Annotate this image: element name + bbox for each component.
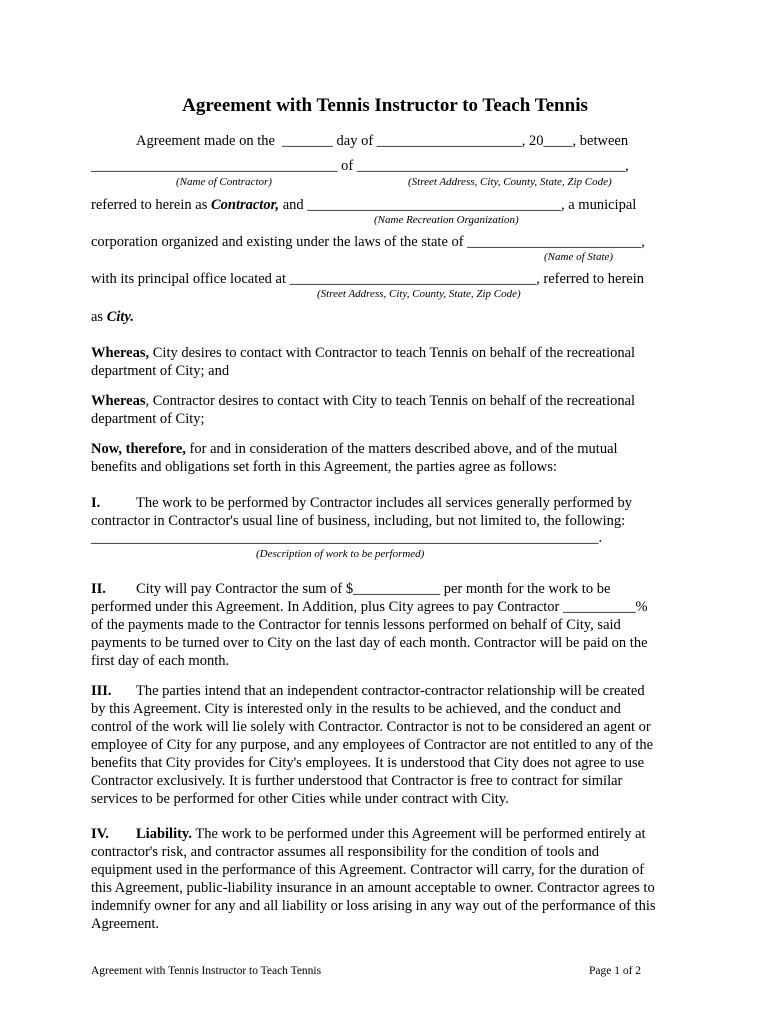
section-3-numeral: III. (91, 683, 112, 699)
section-4-numeral: IV. (91, 826, 109, 842)
section-3-line-1: The parties intend that an independent contractor-contractor relationship will be created (136, 683, 645, 699)
section-3-line-7: services to be performed for other Cities while under contract with City. (91, 791, 509, 807)
intro-line-6-pre: as (91, 309, 107, 325)
section-4-line-4: this Agreement, public-liability insurance in an amount acceptable to owner. Contractor agrees to (91, 880, 655, 896)
section-2-number (91, 580, 106, 598)
section-2-line-5: first day of each month. (91, 653, 230, 669)
section-1-line-1: The work to be performed by Contractor includes all services generally performed by (136, 495, 633, 511)
section-2-line-2: performed under this Agreement. In Addition, plus City agrees to pay Contractor __________% (91, 599, 648, 615)
section-3-line-6: Contractor exclusively. It is further understood that Contractor is free to contract for similar (91, 773, 623, 789)
now-therefore-text-1: for and in consideration of the matters described above, and of the mutual (185, 441, 618, 457)
intro-line-3 (91, 196, 636, 214)
whereas-2-label: Whereas (91, 393, 146, 409)
liability-label: Liability. (136, 826, 193, 842)
section-4-number (91, 825, 109, 843)
footer-title: Agreement with Tennis Instructor to Teach Tennis (91, 965, 322, 977)
section-4-line-2: contractor's risk, and contractor assumes all responsibility for the condition of tools and (91, 844, 599, 860)
whereas-1-label: Whereas, (91, 345, 150, 361)
section-2-line-1: City will pay Contractor the sum of $____________ per month for the work to be (136, 581, 611, 597)
document-title: Agreement with Tennis Instructor to Teach Tennis (182, 95, 588, 116)
whereas-1-line-2: department of City; and (91, 363, 230, 379)
now-therefore-label: Now, therefore, (91, 441, 186, 457)
section-4-line-6: Agreement. (91, 916, 160, 932)
footer-page-number: Page 1 of 2 (589, 965, 642, 977)
section-3-line-2: by this Agreement. City is interested only in the results to be achieved, and the conduct and (91, 701, 621, 717)
intro-line-5: with its principal office located at __________________________________, referred to herein (91, 271, 645, 287)
section-1-numeral: I. (91, 495, 101, 511)
intro-line-4: corporation organized and existing under the laws of the state of ________________________, (91, 234, 645, 250)
caption-street-address-1: (Street Address, City, County, State, Zip Code) (408, 176, 612, 188)
section-4-line-5: indemnify owner for any and all liability or loss arising in any way out of the performance of this (91, 898, 656, 914)
intro-line-3-post: and ___________________________________, a municipal (279, 197, 637, 213)
section-3-line-4: employee of City for any purpose, and any employees of Contractor are not entitled to any of the (91, 737, 654, 753)
intro-line-2: __________________________________ of _____________________________________, (91, 158, 629, 174)
section-4-line-3: equipment used in the performance of this Agreement. Contractor will carry, for the duration of (91, 862, 645, 878)
contractor-term: Contractor, (210, 197, 280, 213)
now-therefore-line-1 (91, 440, 618, 458)
section-1-number (91, 494, 100, 512)
section-1-line-2: contractor in Contractor's usual line of business, including, but not limited to, the following: (91, 513, 626, 529)
caption-recreation-organization: (Name Recreation Organization) (374, 214, 519, 226)
section-4-text-1: The work to be performed under this Agreement will be performed entirely at (192, 826, 646, 842)
intro-line-3-pre: referred to herein as (91, 197, 211, 213)
caption-street-address-2: (Street Address, City, County, State, Zip Code) (317, 288, 521, 300)
city-term: City. (106, 309, 134, 325)
section-4-line-1 (136, 825, 646, 843)
section-3-number (91, 682, 112, 700)
caption-name-of-contractor: (Name of Contractor) (176, 176, 272, 188)
whereas-1-line-1 (91, 344, 635, 362)
now-therefore-line-2: benefits and obligations set forth in this Agreement, the parties agree as follows: (91, 459, 557, 475)
section-3-line-3: control of the work will lie solely with Contractor. Contractor is not to be considered an agent or (91, 719, 651, 735)
whereas-2-line-1 (91, 392, 635, 410)
caption-description-of-work: (Description of work to be performed) (256, 548, 425, 560)
section-3-line-5: benefits that City provides for City's employees. It is understood that City does not agree to use (91, 755, 645, 771)
section-2-line-4: payments to be turned over to City on the last day of each month. Contractor will be paid on the (91, 635, 648, 651)
section-1-line-3: ______________________________________________________________________. (91, 530, 603, 546)
whereas-1-text-1: City desires to contact with Contractor to teach Tennis on behalf of the recreational (149, 345, 636, 361)
section-2-line-3: of the payments made to the Contractor for tennis lessons performed on behalf of City, said (91, 617, 621, 633)
whereas-2-line-2: department of City; (91, 411, 205, 427)
section-2-numeral: II. (91, 581, 106, 597)
intro-line-6 (91, 308, 134, 326)
whereas-2-text-1: , Contractor desires to contact with City to teach Tennis on behalf of the recreational (145, 393, 636, 409)
intro-line-1: Agreement made on the _______ day of ____________________, 20____, between (136, 133, 629, 149)
caption-name-of-state: (Name of State) (544, 251, 614, 263)
